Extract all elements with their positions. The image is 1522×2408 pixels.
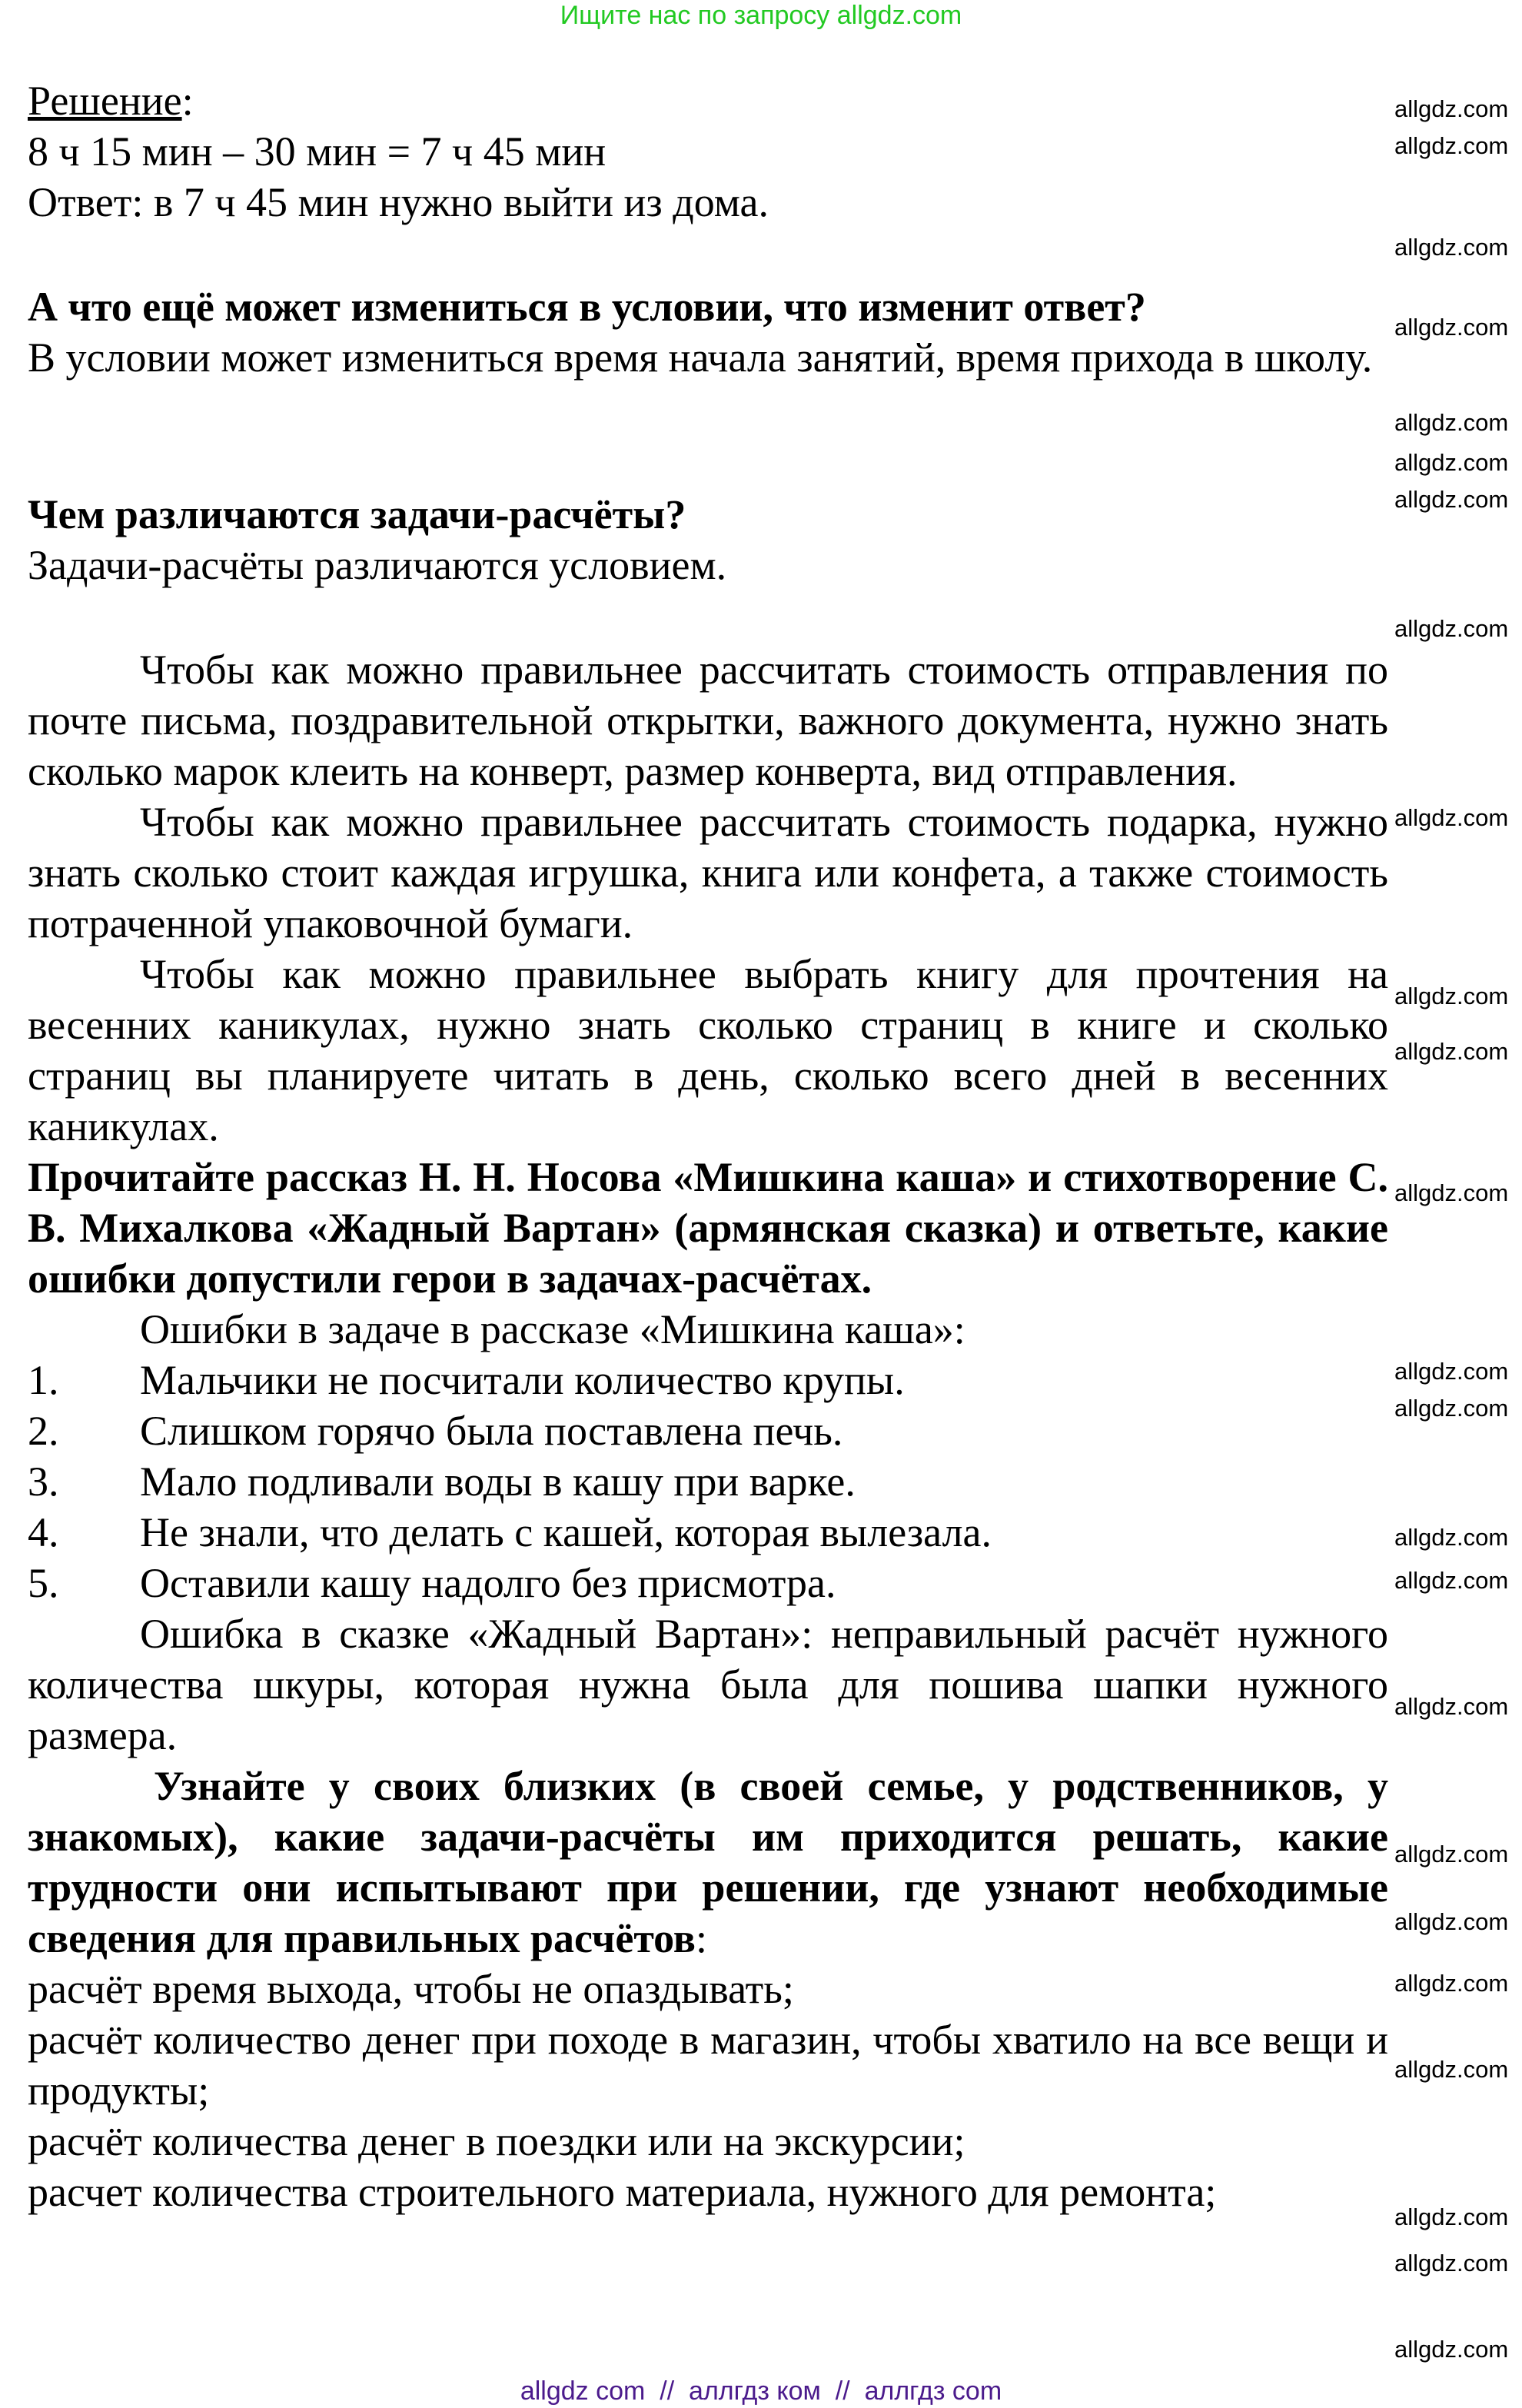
paragraph: Чтобы как можно правильнее выбрать книгу для прочтения на весенних каникулах, нужно знать сколько страниц в книге и сколько страниц вы планируете читать в день, сколько всего дней в весенних каникулах. — [28, 951, 1388, 1149]
task-ask: Узнайте у своих близких (в своей семье, у родственников, у знакомых), какие задачи-расчёты им приходится решать, какие трудности они испытывают при решении, где узнают необходимые сведения для правильных расчётов — [28, 1763, 1388, 1961]
answer-2: Задачи-расчёты различаются условием. — [28, 542, 727, 588]
list-number: 3. — [28, 1458, 59, 1505]
watermark: allgdz.com — [1394, 132, 1509, 159]
list-item — [28, 1456, 1388, 1507]
watermark: allgdz.com — [1394, 983, 1509, 1009]
watermark: allgdz.com — [1394, 2250, 1509, 2277]
watermark: allgdz.com — [1394, 1358, 1509, 1385]
watermark: allgdz.com — [1394, 1693, 1509, 1720]
answer-line: расчёт время выхода, чтобы не опаздывать; — [28, 1966, 794, 2012]
main-text-block — [28, 644, 1388, 2217]
watermark: allgdz.com — [1394, 2336, 1509, 2363]
watermark: allgdz.com — [1394, 409, 1509, 436]
watermark: allgdz.com — [1394, 486, 1509, 513]
list-text: Мало подливали воды в кашу при варке. — [140, 1458, 856, 1505]
header-text: Ищите нас по запросу allgdz.com — [560, 1, 962, 30]
list-text: Слишком горячо была поставлена печь. — [140, 1408, 843, 1454]
watermark: allgdz.com — [1394, 449, 1509, 476]
watermark: allgdz.com — [1394, 314, 1509, 341]
list-text: Оставили кашу надолго без присмотра. — [140, 1560, 836, 1606]
list-item — [28, 1405, 1388, 1456]
question-1-block — [28, 281, 1388, 383]
list-item — [28, 1558, 1388, 1608]
errors-intro: Ошибки в задаче в рассказе «Мишкина каша»: — [140, 1306, 965, 1352]
paragraph: Чтобы как можно правильнее рассчитать стоимость подарка, нужно знать сколько стоит каждая игрушка, книга или конфета, а также стоимость потраченной упаковочной бумаги. — [28, 799, 1388, 946]
watermark: allgdz.com — [1394, 1524, 1509, 1551]
solution-answer: Ответ: в 7 ч 45 мин нужно выйти из дома. — [28, 179, 769, 225]
watermark: allgdz.com — [1394, 2056, 1509, 2083]
list-text: Не знали, что делать с кашей, которая вылезала. — [140, 1509, 992, 1555]
answer-1: В условии может измениться время начала занятий, время прихода в школу. — [28, 334, 1373, 381]
watermark: allgdz.com — [1394, 95, 1509, 122]
question-2-block — [28, 489, 1388, 590]
solution-colon: : — [181, 78, 194, 124]
question-1: А что ещё может измениться в условии, что изменит ответ? — [28, 284, 1146, 330]
watermark: allgdz.com — [1394, 1567, 1509, 1594]
watermark: allgdz.com — [1394, 615, 1509, 642]
solution-block — [28, 75, 1388, 228]
header-banner — [0, 0, 1522, 31]
list-text: Мальчики не посчитали количество крупы. — [140, 1357, 905, 1403]
list-item — [28, 1355, 1388, 1405]
list-number: 2. — [28, 1408, 59, 1454]
watermark: allgdz.com — [1394, 1970, 1509, 1997]
list-number: 5. — [28, 1560, 59, 1606]
answer-line: расчёт количество денег при походе в магазин, чтобы хватило на все вещи и продукты; — [28, 2017, 1388, 2114]
watermark: allgdz.com — [1394, 1395, 1509, 1422]
solution-calc: 8 ч 15 мин – 30 мин = 7 ч 45 мин — [28, 128, 606, 175]
answer-line: расчет количества строительного материала, нужного для ремонта; — [28, 2169, 1217, 2215]
list-number: 4. — [28, 1509, 59, 1555]
watermark: allgdz.com — [1394, 804, 1509, 831]
task-read: Прочитайте рассказ Н. Н. Носова «Мишкина каша» и стихотворение С. В. Михалкова «Жадный Вартан» (армянская сказка) и ответьте, какие ошибки допустили герои в задачах-расчётах. — [28, 1154, 1388, 1302]
answer-line: расчёт количества денег в поездки или на экскурсии; — [28, 2118, 965, 2164]
watermark: allgdz.com — [1394, 1038, 1509, 1065]
solution-label: Решение — [28, 78, 182, 124]
watermark: allgdz.com — [1394, 1908, 1509, 1935]
watermark: allgdz.com — [1394, 2203, 1509, 2230]
watermark: allgdz.com — [1394, 1179, 1509, 1206]
vartan-error: Ошибка в сказке «Жадный Вартан»: неправильный расчёт нужного количества шкуры, которая нужна была для пошива шапки нужного размера. — [28, 1611, 1388, 1758]
question-2: Чем различаются задачи-расчёты? — [28, 491, 686, 537]
list-number: 1. — [28, 1357, 59, 1403]
paragraph: Чтобы как можно правильнее рассчитать стоимость отправления по почте письма, поздравительной открытки, важного документа, нужно знать сколько марок клеить на конверт, размер конверта, вид отправления. — [28, 647, 1388, 794]
watermark: allgdz.com — [1394, 1841, 1509, 1868]
footer-text: allgdz com // аллгдз ком // аллгдз com — [520, 2376, 1002, 2406]
footer-banner — [0, 2376, 1522, 2406]
watermark: allgdz.com — [1394, 234, 1509, 261]
task-ask-colon: : — [695, 1915, 707, 1961]
list-item — [28, 1507, 1388, 1558]
